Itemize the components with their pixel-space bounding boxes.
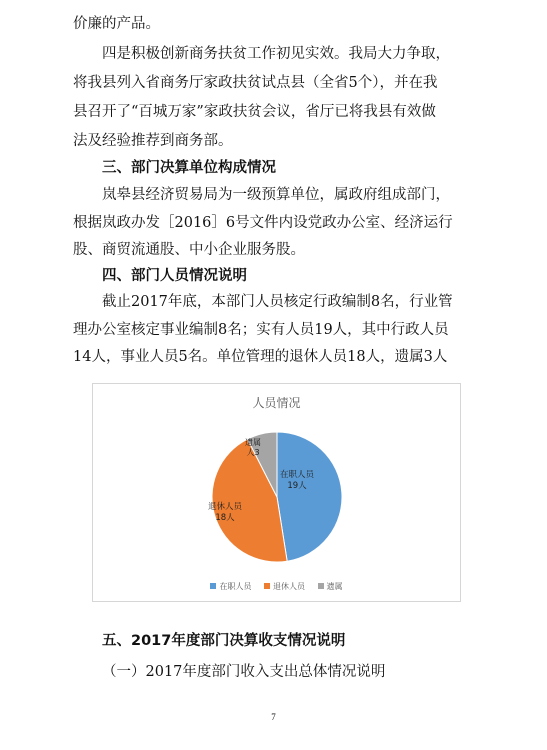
- page-number: 7: [271, 712, 276, 722]
- section-heading-3: 三、部门决算单位构成情况: [102, 160, 276, 176]
- legend-item: [210, 581, 251, 592]
- body-text-line: 根据岚政办发［2016］6号文件内设党政办公室、经济运行: [73, 215, 453, 231]
- section-heading-5: 五、2017年度部门决算收支情况说明: [102, 633, 346, 649]
- slice-label-in-service: [280, 470, 314, 492]
- chart-legend: [93, 581, 460, 592]
- pie-svg: [93, 384, 460, 601]
- slice-label-value: 18人: [215, 513, 235, 523]
- legend-item: [264, 581, 305, 592]
- body-text-line: 股、商贸流通股、中小企业服务股。: [73, 242, 305, 258]
- body-text-line: 截止2017年底，本部门人员核定行政编制8名，行业管: [102, 294, 453, 310]
- subsection-heading: （一）2017年度部门收入支出总体情况说明: [102, 664, 386, 680]
- slice-label-text: 遗属: [245, 438, 261, 447]
- slice-label-value: 19人: [287, 481, 307, 491]
- legend-item: [318, 581, 343, 592]
- body-text-line: 理办公室核定事业编制8名；实有人员19人，其中行政人员: [73, 322, 449, 338]
- legend-label: 在职人员: [219, 582, 252, 591]
- body-text-line: 将我县列入省商务厅家政扶贫试点县（全省5个），并在我: [73, 75, 438, 91]
- personnel-pie-chart: [92, 383, 461, 602]
- slice-label-text: 在职人员: [280, 470, 315, 480]
- body-text-line: 14人，事业人员5名。单位管理的退休人员18人，遗属3人: [73, 349, 448, 365]
- chart-title: 人员情况: [252, 396, 301, 410]
- section-heading-4: 四、部门人员情况说明: [102, 268, 247, 284]
- legend-swatch: [318, 583, 324, 589]
- body-text-line: 价廉的产品。: [73, 16, 160, 32]
- slice-label-dependents: [245, 438, 261, 458]
- legend-swatch: [264, 583, 270, 589]
- slice-label-retired: [208, 502, 242, 524]
- body-text-line: 法及经验推荐到商务部。: [73, 133, 233, 149]
- pie-slice-in-service: [277, 432, 342, 561]
- legend-label: 退休人员: [273, 582, 305, 591]
- body-text-line: 岚皋县经济贸易局为一级预算单位，属政府组成部门，: [102, 187, 450, 203]
- slice-label-text: 退休人员: [208, 502, 243, 512]
- legend-swatch: [210, 583, 216, 589]
- legend-label: 遗属: [326, 582, 343, 591]
- body-text-line: 四是积极创新商务扶贫工作初见实效。我局大力争取，: [102, 46, 450, 62]
- body-text-line: 县召开了“百城万家”家政扶贫会议，省厅已将我县有效做: [73, 104, 436, 120]
- slice-label-value: 人3: [246, 448, 260, 457]
